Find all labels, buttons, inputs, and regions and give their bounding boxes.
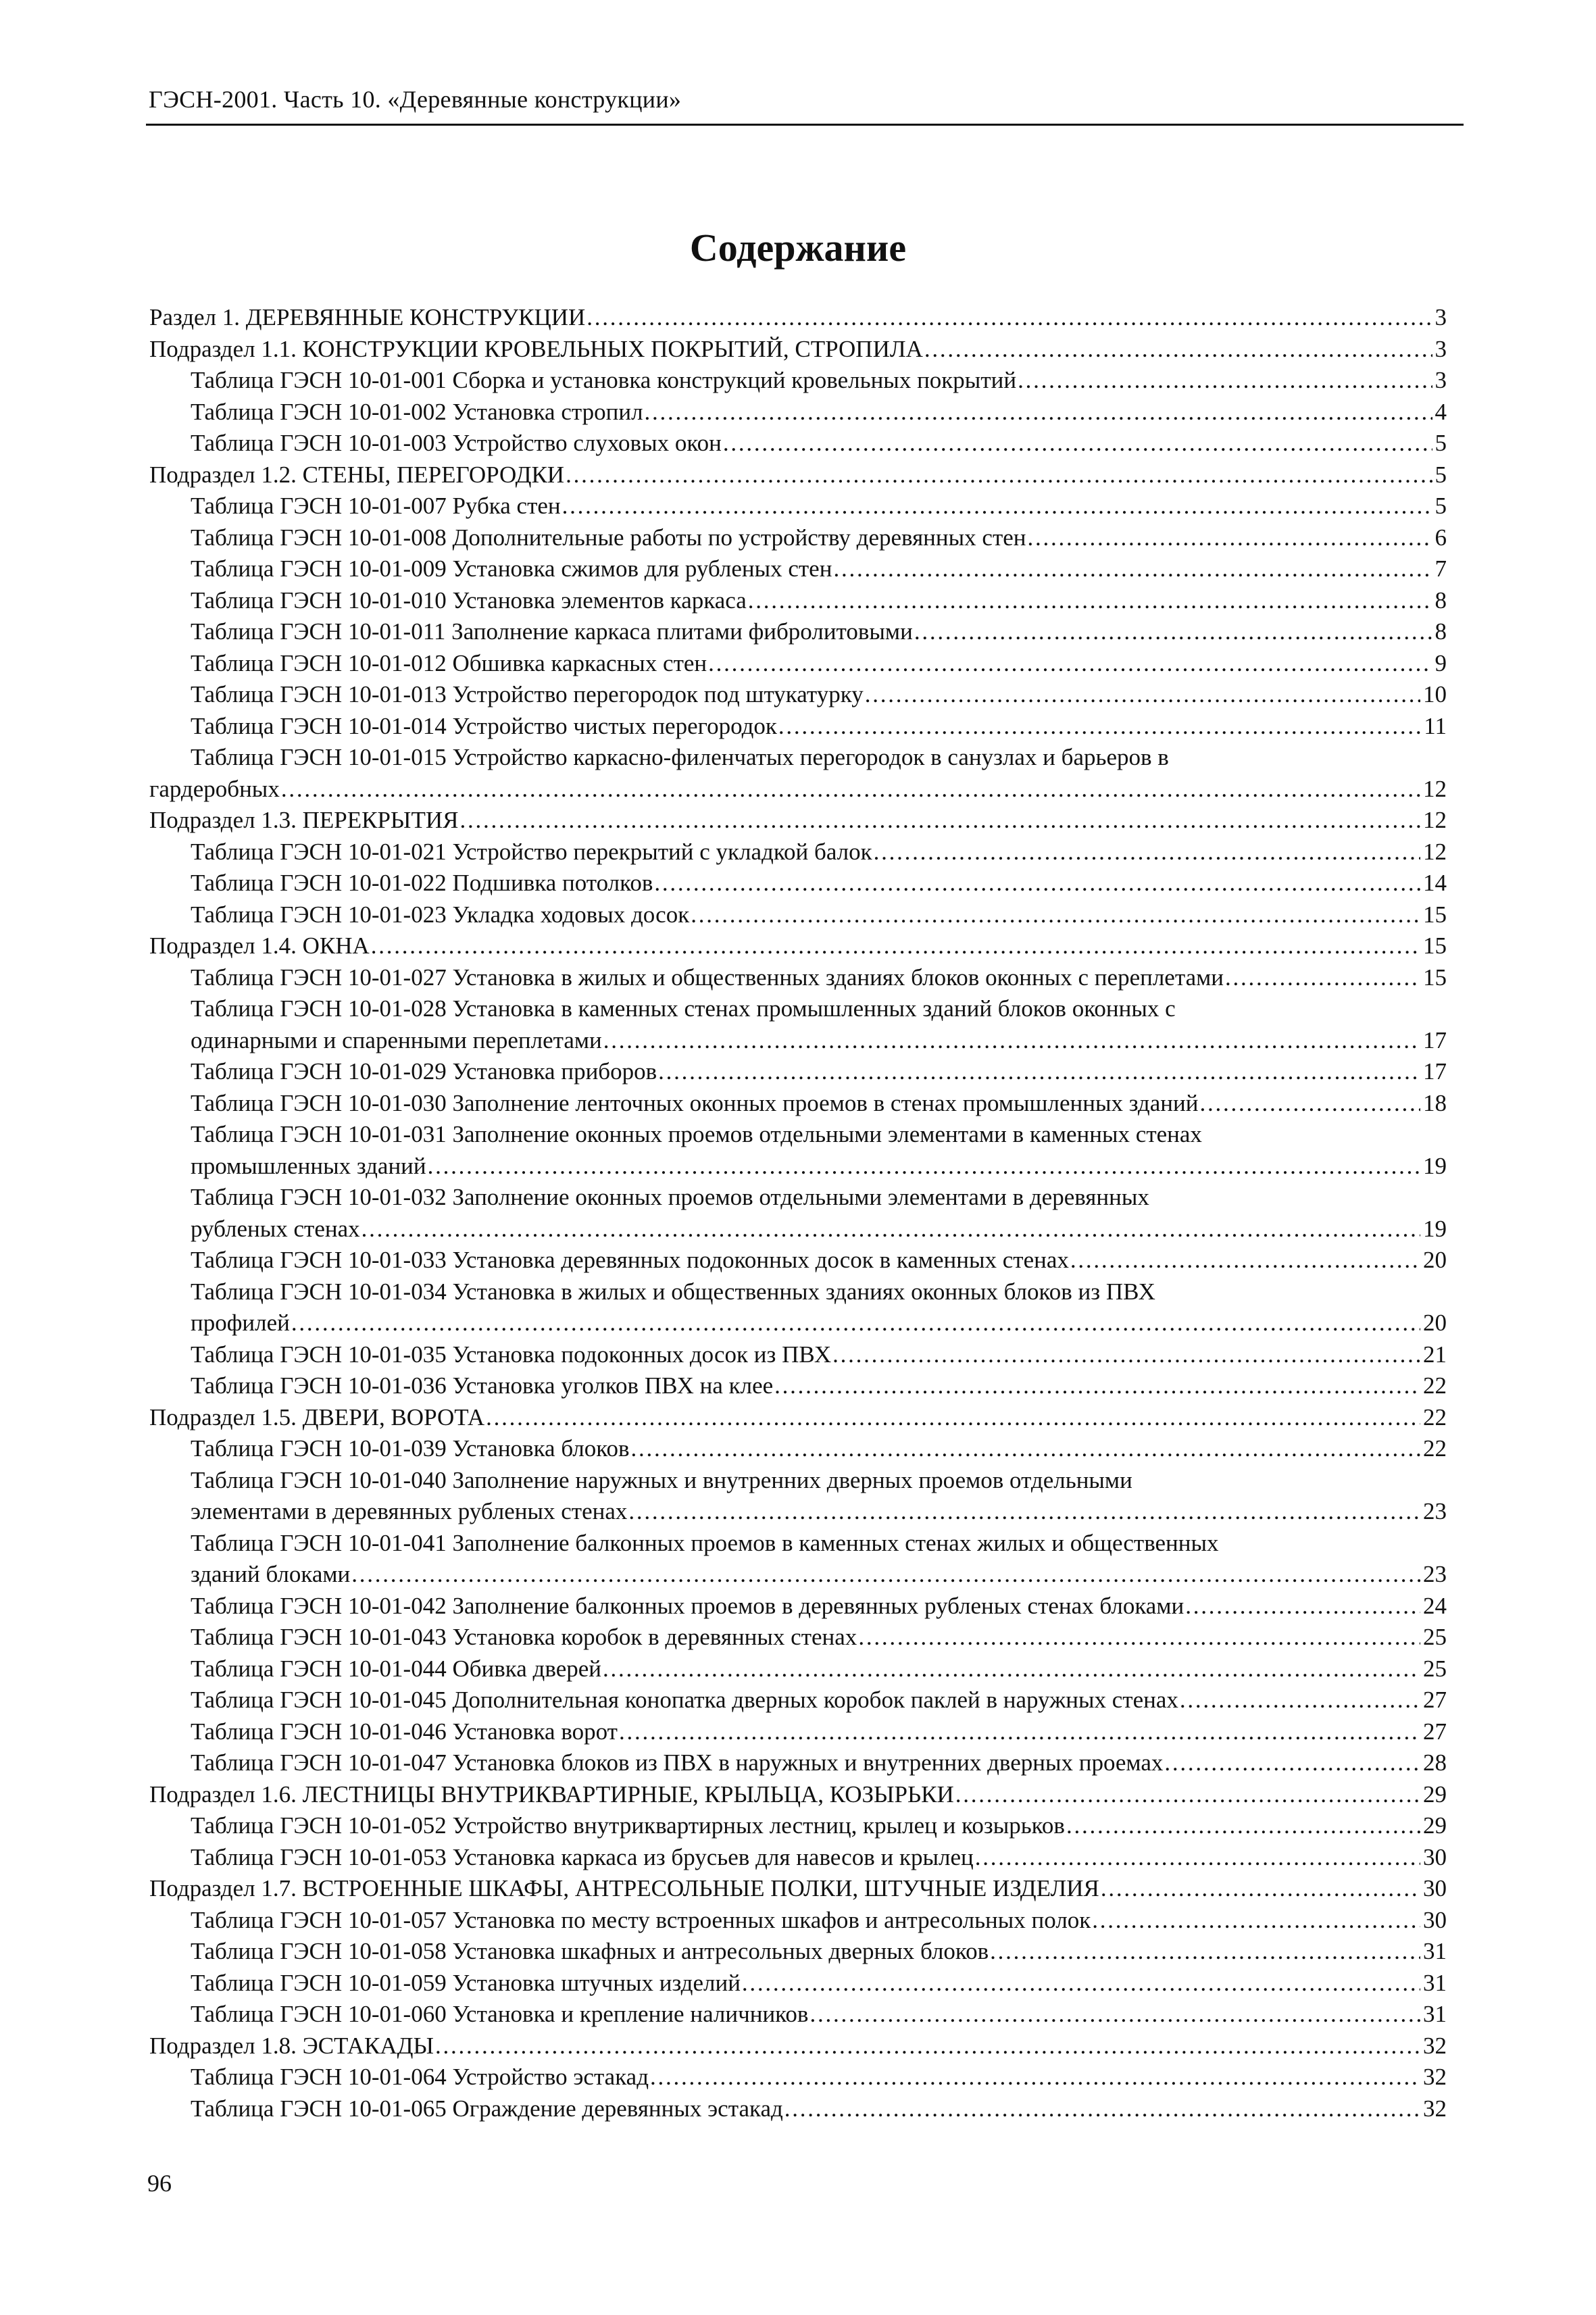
toc-entry-text: Таблица ГЭСН 10-01-007 Рубка стен	[191, 493, 561, 519]
toc-entry-text: Таблица ГЭСН 10-01-043 Установка коробок в деревянных стенах	[191, 1624, 857, 1650]
toc-page-number: 15	[1423, 901, 1447, 928]
toc-entry-text: Таблица ГЭСН 10-01-029 Установка приборов	[191, 1058, 657, 1085]
toc-entry-text: Таблица ГЭСН 10-01-052 Устройство внутриквартирных лестниц, крылец и козырьков	[191, 1812, 1065, 1839]
toc-entry-text: Таблица ГЭСН 10-01-065 Ограждение деревянных эстакад	[191, 2095, 783, 2122]
toc-entry-table[interactable]	[149, 1528, 1447, 1591]
toc-page-number: 5	[1435, 493, 1447, 519]
toc-entry-text: Таблица ГЭСН 10-01-044 Обивка дверей	[191, 1655, 601, 1682]
toc-page-number: 7	[1435, 555, 1447, 582]
toc-entry-table[interactable]	[149, 1653, 1447, 1685]
toc-entry-text: Таблица ГЭСН 10-01-023 Укладка ходовых досок	[191, 901, 690, 928]
toc-page-number: 25	[1423, 1624, 1447, 1650]
toc-page-number: 19	[1423, 1215, 1447, 1242]
toc-page-number: 23	[1423, 1561, 1447, 1587]
toc-entry-table[interactable]	[149, 648, 1447, 680]
dot-leader	[865, 679, 1420, 711]
toc-page-number: 32	[1423, 2032, 1447, 2059]
dot-leader	[428, 1151, 1420, 1183]
toc-page-number: 6	[1435, 524, 1447, 551]
dot-leader	[587, 302, 1432, 334]
dot-leader	[774, 1370, 1420, 1402]
toc-entry-table[interactable]	[149, 1591, 1447, 1622]
toc-entry-table[interactable]	[149, 1339, 1447, 1371]
dot-leader	[645, 397, 1432, 428]
toc-entry-text: одинарными и спаренными переплетами	[191, 1026, 602, 1053]
toc-entry-text: Таблица ГЭСН 10-01-045 Дополнительная конопатка дверных коробок паклей в наружных стенах	[191, 1687, 1178, 1713]
toc-page-number: 22	[1423, 1403, 1447, 1430]
dot-leader	[975, 1842, 1420, 1874]
dot-leader	[778, 711, 1421, 743]
toc-entry-text: Таблица ГЭСН 10-01-001 Сборка и установка конструкций кровельных покрытий	[191, 367, 1017, 393]
toc-entry-text: Таблица ГЭСН 10-01-059 Установка штучных изделий	[191, 1969, 741, 1996]
toc-entry-table[interactable]	[149, 1182, 1447, 1245]
toc-entry-table[interactable]	[149, 1056, 1447, 1088]
dot-leader	[619, 1716, 1420, 1748]
toc-entry-table[interactable]	[149, 491, 1447, 522]
toc-entry-text: Таблица ГЭСН 10-01-027 Установка в жилых и общественных зданиях блоков оконных с переплетами	[191, 964, 1224, 991]
toc-page-number: 12	[1423, 807, 1447, 833]
toc-entry-text: Подраздел 1.6. ЛЕСТНИЦЫ ВНУТРИКВАРТИРНЫЕ, КРЫЛЬЦА, КОЗЫРЬКИ	[149, 1781, 954, 1808]
dot-leader	[809, 1999, 1420, 2031]
dot-leader	[371, 930, 1420, 962]
toc-entry-subsection[interactable]	[149, 1873, 1447, 1905]
dot-leader	[874, 837, 1420, 868]
dot-leader	[708, 648, 1432, 680]
dot-leader	[1101, 1873, 1420, 1905]
toc-page-number: 23	[1423, 1498, 1447, 1524]
toc-entry-table[interactable]	[149, 616, 1447, 648]
toc-entry-subsection[interactable]	[149, 459, 1447, 491]
dot-leader	[566, 459, 1432, 491]
toc-page-number: 20	[1423, 1247, 1447, 1273]
toc-entry-table[interactable]	[149, 2062, 1447, 2093]
toc-entry-text: Подраздел 1.3. ПЕРЕКРЫТИЯ	[149, 807, 459, 833]
toc-page-number: 30	[1423, 1906, 1447, 1933]
dot-leader	[955, 1779, 1420, 1811]
toc-entry-text: промышленных зданий	[191, 1152, 426, 1179]
dot-leader	[361, 1214, 1420, 1245]
toc-entry-table[interactable]	[149, 993, 1447, 1056]
toc-page-number: 5	[1435, 461, 1447, 488]
toc-page-number: 29	[1423, 1781, 1447, 1808]
dot-leader	[1199, 1088, 1420, 1120]
toc-entry-text: Таблица ГЭСН 10-01-042 Заполнение балконных проемов в деревянных рубленых стенах блоками	[191, 1592, 1184, 1619]
dot-leader	[291, 1308, 1420, 1339]
toc-entry-text: Таблица ГЭСН 10-01-046 Установка ворот	[191, 1718, 618, 1745]
toc-entry-table[interactable]	[149, 1465, 1447, 1528]
toc-entry-text: Таблица ГЭСН 10-01-057 Установка по месту встроенных шкафов и антресольных полок	[191, 1906, 1091, 1933]
toc-entry-table[interactable]	[149, 711, 1447, 743]
toc-page-number: 18	[1423, 1089, 1447, 1116]
toc-entry-table[interactable]	[149, 837, 1447, 868]
toc-page-number: 8	[1435, 587, 1447, 614]
page-title: Содержание	[689, 226, 907, 270]
dot-leader	[631, 1433, 1421, 1465]
toc-page-number: 14	[1423, 870, 1447, 896]
toc-entry-text: Таблица ГЭСН 10-01-014 Устройство чистых перегородок	[191, 712, 777, 739]
dot-leader	[459, 805, 1420, 837]
toc-page-number: 30	[1423, 1843, 1447, 1870]
toc-page-number: 27	[1423, 1718, 1447, 1745]
toc-entry-text: Подраздел 1.1. КОНСТРУКЦИИ КРОВЕЛЬНЫХ ПОКРЫТИЙ, СТРОПИЛА	[149, 335, 923, 362]
toc-entry-table[interactable]	[149, 1936, 1447, 1968]
toc-entry-text-line1: Таблица ГЭСН 10-01-028 Установка в каменных стенах промышленных зданий блоков оконных с	[191, 995, 1176, 1022]
toc-page-number: 25	[1423, 1655, 1447, 1682]
toc-entry-text: Таблица ГЭСН 10-01-047 Установка блоков из ПВХ в наружных и внутренних дверных проемах	[191, 1749, 1164, 1776]
toc-entry-text: Таблица ГЭСН 10-01-008 Дополнительные работы по устройству деревянных стен	[191, 524, 1026, 551]
toc-page-number: 29	[1423, 1812, 1447, 1839]
toc-entry-table[interactable]	[149, 365, 1447, 397]
toc-entry-text: Таблица ГЭСН 10-01-013 Устройство перегородок под штукатурку	[191, 681, 864, 707]
toc-entry-table[interactable]	[149, 1276, 1447, 1339]
toc-entry-text: Таблица ГЭСН 10-01-035 Установка подоконных досок из ПВХ	[191, 1341, 832, 1368]
toc-page-number: 31	[1423, 1969, 1447, 1996]
toc-entry-table[interactable]	[149, 1433, 1447, 1465]
dot-leader	[990, 1936, 1420, 1968]
dot-leader	[1185, 1591, 1420, 1622]
toc-entry-text: Таблица ГЭСН 10-01-010 Установка элементов каркаса	[191, 587, 747, 614]
toc-entry-table[interactable]	[149, 397, 1447, 428]
dot-leader	[924, 334, 1432, 366]
dot-leader	[603, 1025, 1420, 1057]
toc-page-number: 22	[1423, 1372, 1447, 1399]
dot-leader	[1028, 522, 1432, 554]
toc-entry-table[interactable]	[149, 1810, 1447, 1842]
dot-leader	[748, 585, 1432, 617]
toc-entry-text: Таблица ГЭСН 10-01-058 Установка шкафных и антресольных дверных блоков	[191, 1938, 989, 1964]
toc-entry-text: Подраздел 1.8. ЭСТАКАДЫ	[149, 2032, 434, 2059]
toc-entry-text: Таблица ГЭСН 10-01-064 Устройство эстакад	[191, 2064, 649, 2090]
toc-entry-text-line1: Таблица ГЭСН 10-01-040 Заполнение наружных и внутренних дверных проемов отдельными	[191, 1466, 1132, 1493]
toc-page-number: 30	[1423, 1875, 1447, 1901]
toc-page-number: 27	[1423, 1687, 1447, 1713]
toc-entry-subsection[interactable]	[149, 1402, 1447, 1434]
toc-entry-table[interactable]	[149, 1088, 1447, 1120]
toc-entry-text: зданий блоками	[191, 1561, 351, 1587]
dot-leader	[784, 2093, 1420, 2125]
toc-entry-text-line1: Таблица ГЭСН 10-01-015 Устройство каркасно-филенчатых перегородок в санузлах и барьеров в	[191, 744, 1169, 770]
toc-entry-table[interactable]	[149, 2093, 1447, 2125]
toc-page-number: 24	[1423, 1592, 1447, 1619]
toc-entry-text: Таблица ГЭСН 10-01-009 Установка сжимов для рубленых стен	[191, 555, 832, 582]
toc-entry-text: Таблица ГЭСН 10-01-021 Устройство перекрытий с укладкой балок	[191, 838, 872, 865]
toc-page-number: 20	[1423, 1310, 1447, 1336]
dot-leader	[833, 553, 1432, 585]
toc-entry-table[interactable]	[149, 899, 1447, 931]
toc-entry-table[interactable]	[149, 742, 1447, 805]
toc-page-number: 4	[1435, 398, 1447, 425]
toc-entry-table[interactable]	[149, 428, 1447, 459]
toc-entry-text: рубленых стенах	[191, 1215, 360, 1242]
toc-page-number: 3	[1435, 304, 1447, 330]
dot-leader	[1066, 1810, 1420, 1842]
dot-leader	[691, 899, 1420, 931]
toc-entry-text-line1: Таблица ГЭСН 10-01-031 Заполнение оконных проемов отдельными элементами в каменных стенах	[191, 1121, 1202, 1147]
toc-entry-table[interactable]	[149, 1905, 1447, 1937]
toc-page-number: 12	[1423, 775, 1447, 802]
dot-leader	[1225, 962, 1420, 994]
toc-page-number: 11	[1424, 712, 1447, 739]
toc-page-number: 32	[1423, 2064, 1447, 2090]
toc-entry-table[interactable]	[149, 585, 1447, 617]
dot-leader	[281, 774, 1420, 805]
toc-entry-text: элементами в деревянных рубленых стенах	[191, 1498, 628, 1524]
toc-page-number: 21	[1423, 1341, 1447, 1368]
toc-page-number: 32	[1423, 2095, 1447, 2122]
toc-page-number: 9	[1435, 649, 1447, 676]
dot-leader	[914, 616, 1432, 648]
toc-page-number: 15	[1423, 932, 1447, 959]
toc-entry-text: Таблица ГЭСН 10-01-022 Подшивка потолков	[191, 870, 653, 896]
dot-leader	[742, 1968, 1420, 1999]
toc-page-number: 5	[1435, 430, 1447, 456]
toc-entry-text-line1: Таблица ГЭСН 10-01-034 Установка в жилых и общественных зданиях оконных блоков из ПВХ	[191, 1278, 1155, 1305]
toc-page-number: 10	[1423, 681, 1447, 707]
toc-entry-subsection[interactable]	[149, 334, 1447, 366]
toc-entry-table[interactable]	[149, 1999, 1447, 2031]
dot-leader	[628, 1496, 1420, 1528]
toc-entry-text: Таблица ГЭСН 10-01-036 Установка уголков ПВХ на клее	[191, 1372, 774, 1399]
toc-entry-table[interactable]	[149, 1842, 1447, 1874]
toc-page-number: 17	[1423, 1058, 1447, 1085]
toc-entry-text: Таблица ГЭСН 10-01-002 Установка стропил	[191, 398, 643, 425]
toc-entry-table[interactable]	[149, 962, 1447, 994]
dot-leader	[562, 491, 1432, 522]
dot-leader	[435, 2031, 1420, 2062]
toc-page-number: 3	[1435, 335, 1447, 362]
toc-entry-table[interactable]	[149, 522, 1447, 554]
dot-leader	[723, 428, 1432, 459]
toc-entry-table[interactable]	[149, 868, 1447, 899]
toc-entry-table[interactable]	[149, 1716, 1447, 1748]
toc-entry-table[interactable]	[149, 1622, 1447, 1653]
dot-leader	[486, 1402, 1420, 1434]
dot-leader	[858, 1622, 1420, 1653]
dot-leader	[1164, 1747, 1420, 1779]
toc-entry-table[interactable]	[149, 1370, 1447, 1402]
dot-leader	[654, 868, 1420, 899]
header-rule	[146, 124, 1464, 126]
running-header: ГЭСН-2001. Часть 10. «Деревянные конструкции»	[149, 86, 682, 113]
toc-entry-text: гардеробных	[149, 775, 280, 802]
toc-entry-subsection[interactable]	[149, 930, 1447, 962]
dot-leader	[1180, 1685, 1420, 1716]
toc-page-number: 31	[1423, 1938, 1447, 1964]
toc-entry-text: Таблица ГЭСН 10-01-003 Устройство слуховых окон	[191, 430, 722, 456]
toc-entry-text: Таблица ГЭСН 10-01-012 Обшивка каркасных стен	[191, 649, 707, 676]
toc-entry-text: Таблица ГЭСН 10-01-030 Заполнение ленточных оконных проемов в стенах промышленных зданий	[191, 1089, 1199, 1116]
toc-entry-subsection[interactable]	[149, 1779, 1447, 1811]
dot-leader	[650, 2062, 1420, 2093]
toc-entry-subsection[interactable]	[149, 805, 1447, 837]
dot-leader	[351, 1559, 1420, 1591]
toc-page-number: 15	[1423, 964, 1447, 991]
toc-entry-text: Таблица ГЭСН 10-01-011 Заполнение каркаса плитами фибролитовыми	[191, 618, 913, 645]
toc-entry-text: Подраздел 1.5. ДВЕРИ, ВОРОТА	[149, 1403, 485, 1430]
toc-entry-text: Таблица ГЭСН 10-01-033 Установка деревянных подоконных досок в каменных стенах	[191, 1247, 1069, 1273]
toc-entry-text: Таблица ГЭСН 10-01-060 Установка и крепление наличников	[191, 2001, 809, 2027]
toc-entry-text: Подраздел 1.4. ОКНА	[149, 932, 370, 959]
table-of-contents	[149, 302, 1447, 2124]
toc-entry-text: Подраздел 1.2. СТЕНЫ, ПЕРЕГОРОДКИ	[149, 461, 565, 488]
toc-entry-table[interactable]	[149, 553, 1447, 585]
toc-page-number: 8	[1435, 618, 1447, 645]
toc-entry-subsection[interactable]	[149, 2031, 1447, 2062]
dot-leader	[603, 1653, 1420, 1685]
dot-leader	[1018, 365, 1432, 397]
toc-entry-table[interactable]	[149, 1968, 1447, 1999]
dot-leader	[832, 1339, 1420, 1371]
toc-entry-text: Подраздел 1.7. ВСТРОЕННЫЕ ШКАФЫ, АНТРЕСОЛЬНЫЕ ПОЛКИ, ШТУЧНЫЕ ИЗДЕЛИЯ	[149, 1875, 1099, 1901]
toc-entry-text: Раздел 1. ДЕРЕВЯННЫЕ КОНСТРУКЦИИ	[149, 304, 586, 330]
toc-entry-table[interactable]	[149, 1747, 1447, 1779]
dot-leader	[658, 1056, 1420, 1088]
dot-leader	[1070, 1245, 1420, 1276]
toc-entry-table[interactable]	[149, 1685, 1447, 1716]
toc-entry-text-line1: Таблица ГЭСН 10-01-041 Заполнение балконных проемов в каменных стенах жилых и общественных	[191, 1529, 1219, 1556]
page-number: 96	[147, 2170, 172, 2197]
toc-page-number: 12	[1423, 838, 1447, 865]
toc-page-number: 17	[1423, 1026, 1447, 1053]
toc-page-number: 31	[1423, 2001, 1447, 2027]
toc-entry-section[interactable]	[149, 302, 1447, 334]
toc-page-number: 22	[1423, 1435, 1447, 1462]
toc-page-number: 3	[1435, 367, 1447, 393]
toc-entry-text: Таблица ГЭСН 10-01-039 Установка блоков	[191, 1435, 630, 1462]
toc-entry-text: профилей	[191, 1310, 290, 1336]
toc-entry-table[interactable]	[149, 679, 1447, 711]
dot-leader	[1092, 1905, 1420, 1937]
toc-page-number: 28	[1423, 1749, 1447, 1776]
toc-entry-text: Таблица ГЭСН 10-01-053 Установка каркаса из брусьев для навесов и крылец	[191, 1843, 974, 1870]
toc-entry-text-line1: Таблица ГЭСН 10-01-032 Заполнение оконных проемов отдельными элементами в деревянных	[191, 1184, 1149, 1210]
toc-entry-table[interactable]	[149, 1245, 1447, 1276]
toc-page-number: 19	[1423, 1152, 1447, 1179]
toc-entry-table[interactable]	[149, 1119, 1447, 1182]
